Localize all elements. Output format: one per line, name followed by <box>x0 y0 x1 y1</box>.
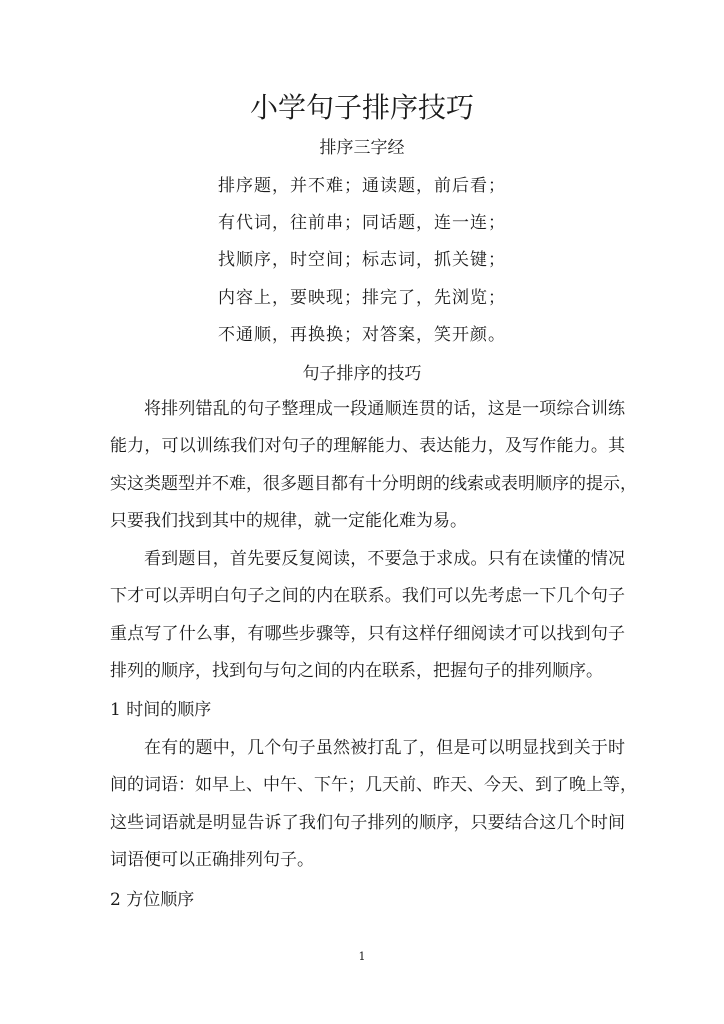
paragraph-line: 这些词语就是明显告诉了我们句子排列的顺序，只要结合这几个时间 <box>110 813 625 833</box>
paragraph-line: 重点写了什么事，有哪些步骤等，只有这样仔细阅读才可以找到句子 <box>110 624 625 644</box>
poem-line: 内容上，要映现；排完了，先浏览； <box>218 288 506 308</box>
paragraph-line: 在有的题中，几个句子虽然被打乱了，但是可以明显找到关于时 <box>144 738 625 758</box>
subheading-direction-order: 2 方位顺序 <box>110 890 195 910</box>
subheading-time-order: 1 时间的顺序 <box>110 700 212 720</box>
section-heading: 句子排序的技巧 <box>302 364 422 384</box>
poem-line: 排序题，并不难；通读题，前后看； <box>218 176 506 196</box>
paragraph-line: 词语便可以正确排列句子。 <box>110 850 314 870</box>
paragraph-line: 只要我们找到其中的规律，就一定能化难为易。 <box>110 511 467 531</box>
paragraph-line: 实这类题型并不难，很多题目都有十分明朗的线索或表明顺序的提示， <box>110 474 637 494</box>
paragraph-line: 看到题目，首先要反复阅读，不要急于求成。只有在读懂的情况 <box>144 549 625 569</box>
paragraph-line: 排列的顺序，找到句与句之间的内在联系，把握句子的排列顺序。 <box>110 661 603 681</box>
paragraph-line: 间的词语：如早上、中午、下午；几天前、昨天、今天、到了晚上等， <box>110 775 637 795</box>
paragraph-line: 下才可以弄明白句子之间的内在联系。我们可以先考虑一下几个句子 <box>110 586 625 606</box>
paragraph-line: 能力，可以训练我们对句子的理解能力、表达能力，及写作能力。其 <box>110 436 625 456</box>
poem-line: 有代词，往前串；同话题，连一连； <box>218 213 506 233</box>
poem-heading: 排序三字经 <box>319 138 405 158</box>
paragraph-line: 将排列错乱的句子整理成一段通顺连贯的话，这是一项综合训练 <box>144 399 625 419</box>
document-title: 小学句子排序技巧 <box>249 91 474 124</box>
page-number: 1 <box>358 950 366 963</box>
poem-line: 找顺序，时空间；标志词，抓关键； <box>218 250 506 270</box>
poem-line: 不通顺，再换换；对答案，笑开颜。 <box>218 325 506 345</box>
